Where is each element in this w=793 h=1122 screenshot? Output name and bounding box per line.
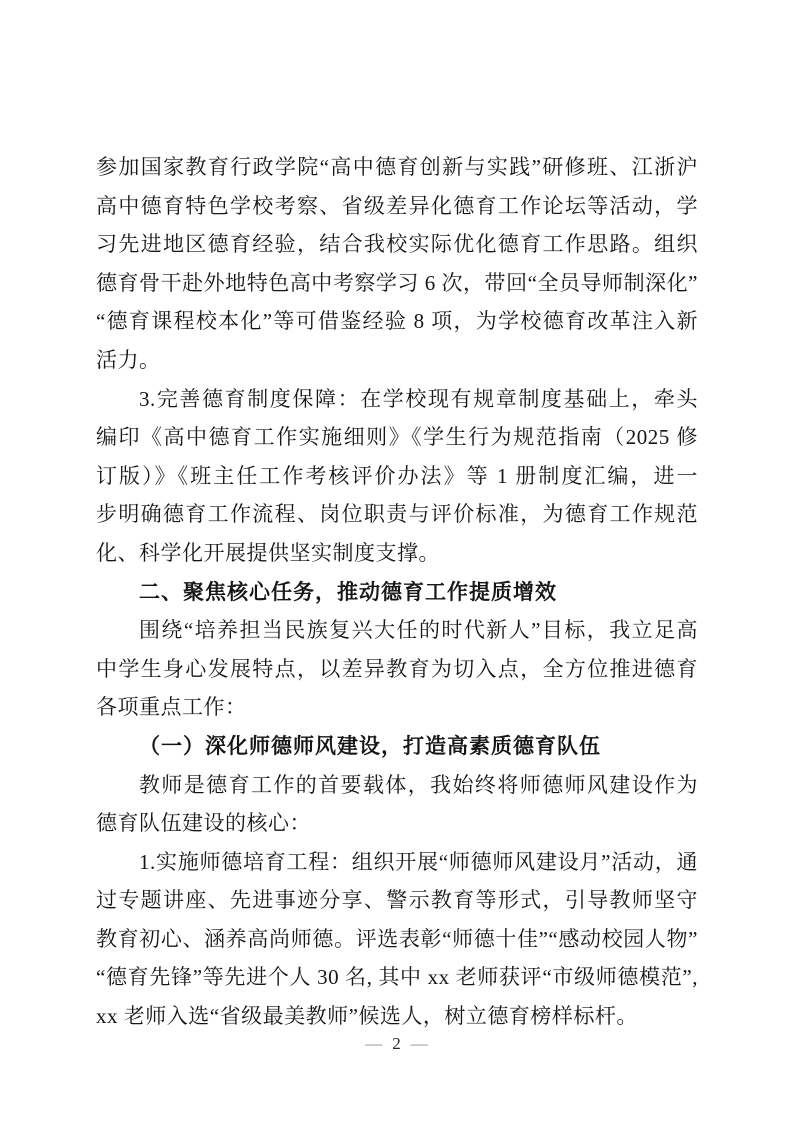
heading-line: 二、聚焦核心任务，推动德育工作提质增效 xyxy=(139,579,557,604)
text-line: 编印《高中德育工作实施细则》《学生行为规范指南（2025 修 xyxy=(96,425,698,450)
text-line: 订版）》《班主任工作考核评价办法》等 1 册制度汇编，进一 xyxy=(96,463,698,488)
page-footer xyxy=(0,1034,793,1054)
text-line: 教育初心、涵养高尚师德。评选表彰“师德十佳”“感动校园人物” xyxy=(96,926,698,951)
text-line: 步明确德育工作流程、岗位职责与评价标准，为德育工作规范 xyxy=(96,502,698,527)
text-line: 1.实施师德培育工程：组织开展“师德师风建设月”活动，通 xyxy=(139,849,698,874)
text-line: 高中德育特色学校考察、省级差异化德育工作论坛等活动，学 xyxy=(96,193,698,218)
text-line: 德育骨干赴外地特色高中考察学习 6 次，带回“全员导师制深化” xyxy=(96,270,698,295)
text-line: 3.完善德育制度保障：在学校现有规章制度基础上，牵头 xyxy=(139,386,698,411)
text-line: 各项重点工作： xyxy=(96,695,247,720)
text-line: 习先进地区德育经验，结合我校实际优化德育工作思路。组织 xyxy=(96,232,698,257)
text-line: 参加国家教育行政学院“高中德育创新与实践”研修班、江浙沪 xyxy=(96,155,698,179)
footer-dash-left: — xyxy=(365,1034,383,1053)
text-line: “德育先锋”等先进个人 30 名, 其中 xx 老师获评“市级师德模范”, xyxy=(96,965,698,990)
heading-line: （一）深化师德师风建设，打造高素质德育队伍 xyxy=(139,733,601,758)
footer-dash-right: — xyxy=(410,1034,428,1053)
text-line: 中学生身心发展特点，以差异教育为切入点，全方位推进德育 xyxy=(96,656,698,681)
text-line: 德育队伍建设的核心： xyxy=(96,811,311,836)
page-number: 2 xyxy=(392,1034,401,1053)
text-line: “德育课程校本化”等可借鉴经验 8 项，为学校德育改革注入新 xyxy=(96,309,698,334)
text-line: 围绕“培养担当民族复兴大任的时代新人”目标，我立足高 xyxy=(139,618,698,643)
text-line: 过专题讲座、先进事迹分享、警示教育等形式，引导教师坚守 xyxy=(96,888,698,913)
text-line: 教师是德育工作的首要载体，我始终将师德师风建设作为 xyxy=(139,772,698,797)
text-line: xx 老师入选“省级最美教师”候选人，树立德育榜样标杆。 xyxy=(96,1004,638,1029)
document-body xyxy=(96,148,698,1036)
text-line: 活力。 xyxy=(96,347,161,372)
text-line: 化、科学化开展提供坚实制度支撑。 xyxy=(96,540,440,565)
